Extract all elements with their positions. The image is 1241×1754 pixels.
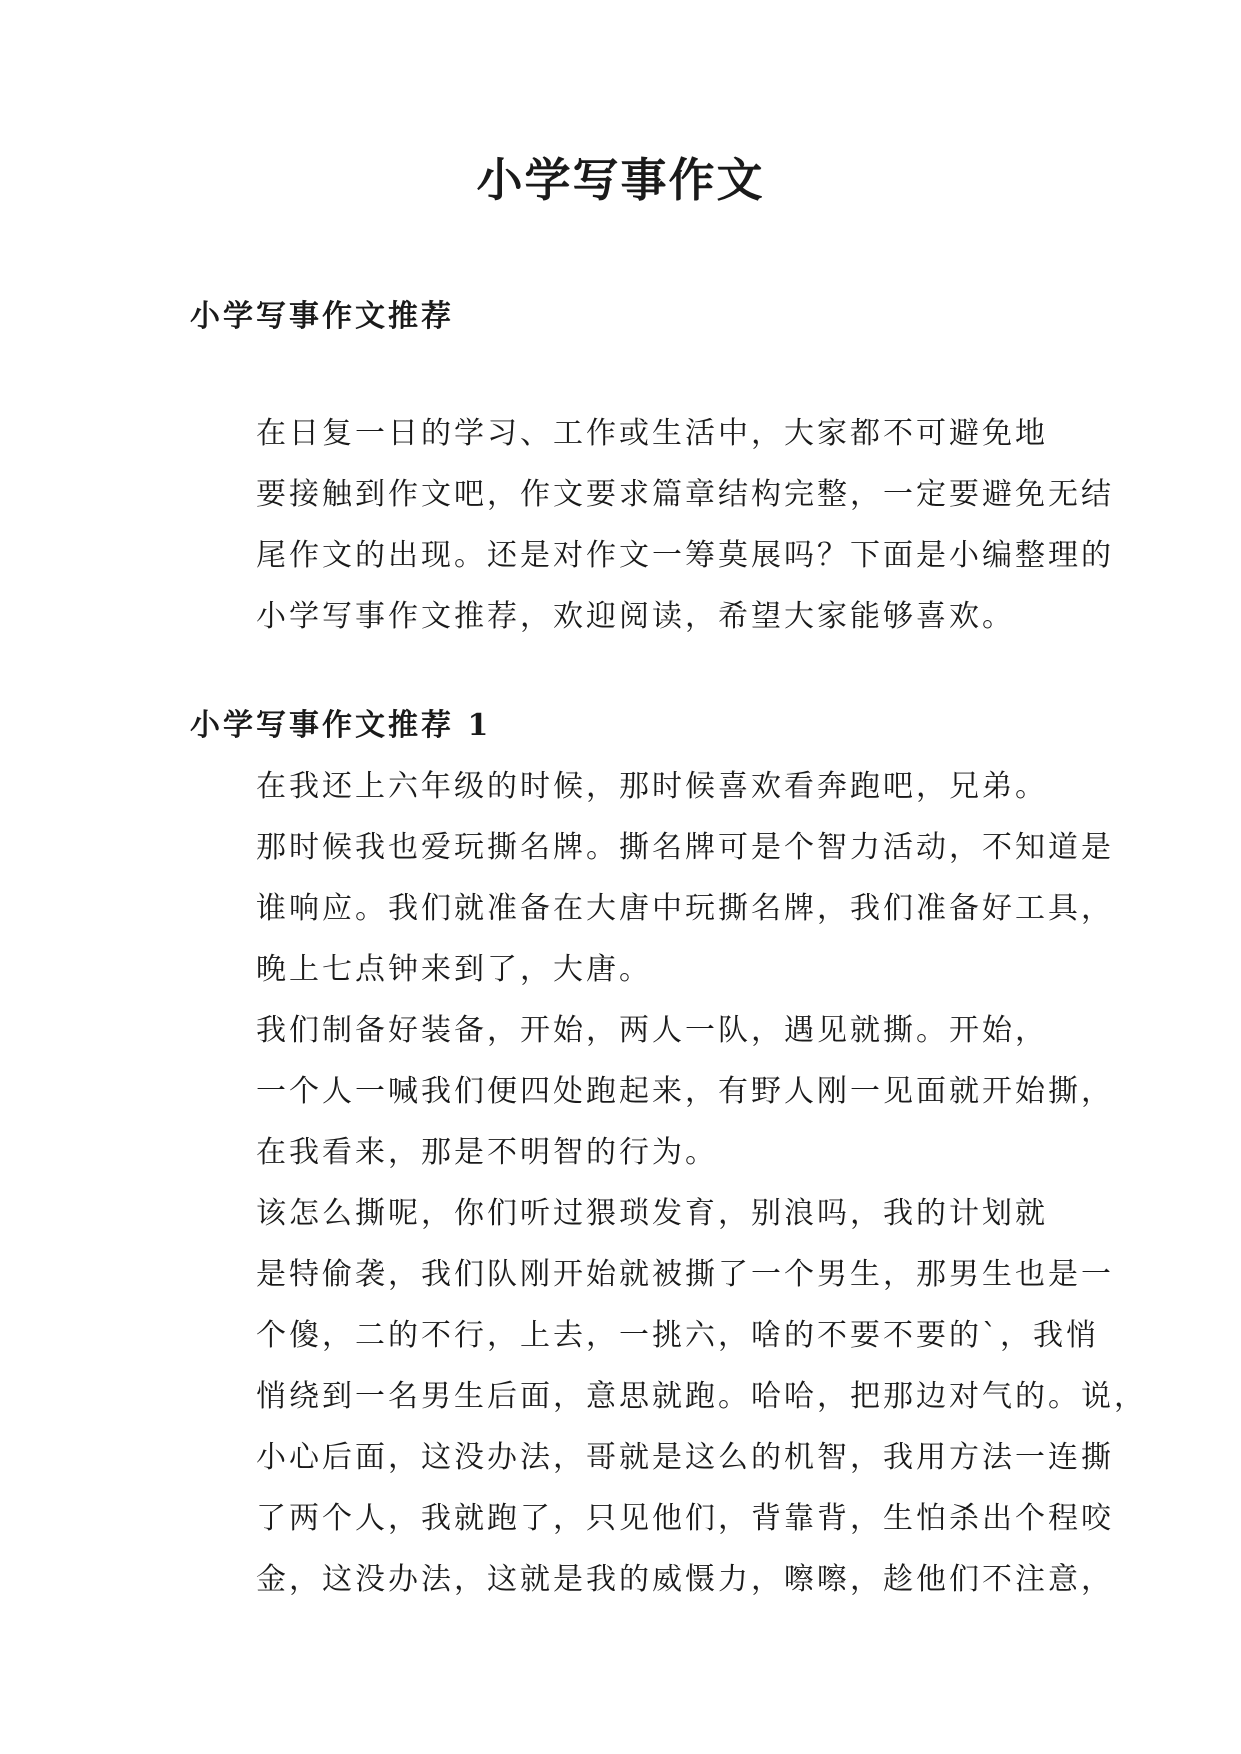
essay-paragraph-2 xyxy=(190,1000,1114,1183)
paragraph-line: 那时候我也爱玩撕名牌。撕名牌可是个智力活动，不知道是 xyxy=(256,830,1114,865)
paragraph-line: 该怎么撕呢，你们听过猥琐发育，别浪吗，我的计划就 xyxy=(256,1196,1048,1231)
paragraph-line: 在我看来，那是不明智的行为。 xyxy=(256,1135,718,1170)
essay-paragraph-1 xyxy=(190,756,1114,1000)
paragraph-line: 谁响应。我们就准备在大唐中玩撕名牌，我们准备好工具， xyxy=(256,891,1114,926)
intro-block xyxy=(190,403,1114,647)
intro-line: 在日复一日的学习、工作或生活中，大家都不可避免地 xyxy=(256,416,1048,451)
paragraph-line: 一个人一喊我们便四处跑起来，有野人刚一见面就开始撕， xyxy=(256,1074,1114,1109)
paragraph-line: 了两个人，我就跑了，只见他们，背靠背，生怕杀出个程咬 xyxy=(256,1501,1114,1536)
paragraph-line: 晚上七点钟来到了，大唐。 xyxy=(256,952,652,987)
paragraph-line: 金，这没办法，这就是我的威慑力，嚓嚓，趁他们不注意， xyxy=(256,1562,1114,1597)
essay-section xyxy=(190,695,1147,1610)
paragraph-line: 是特偷袭，我们队刚开始就被撕了一个男生，那男生也是一 xyxy=(256,1257,1114,1292)
intro-line: 要接触到作文吧，作文要求篇章结构完整，一定要避免无结 xyxy=(256,477,1114,512)
paragraph-line: 个傻，二的不行，上去，一挑六，啥的不要不要的`，我悄 xyxy=(256,1318,1099,1353)
intro-line: 尾作文的出现。还是对作文一筹莫展吗？下面是小编整理的 xyxy=(256,538,1114,573)
section-heading: 小学写事作文推荐 1 xyxy=(190,708,492,743)
paragraph-line: 我们制备好装备，开始，两人一队，遇见就撕。开始， xyxy=(256,1013,1048,1048)
intro-line: 小学写事作文推荐，欢迎阅读，希望大家能够喜欢。 xyxy=(256,599,1015,634)
paragraph-line: 悄绕到一名男生后面，意思就跑。哈哈，把那边对气的。说， xyxy=(256,1379,1147,1414)
document-subtitle: 小学写事作文推荐 xyxy=(190,299,454,334)
intro-paragraph xyxy=(190,403,1114,647)
document-title: 小学写事作文 xyxy=(476,153,765,207)
paragraph-line: 小心后面，这没办法，哥就是这么的机智，我用方法一连撕 xyxy=(256,1440,1114,1475)
paragraph-line: 在我还上六年级的时候，那时候喜欢看奔跑吧，兄弟。 xyxy=(256,769,1048,804)
essay-paragraph-3 xyxy=(190,1183,1147,1610)
